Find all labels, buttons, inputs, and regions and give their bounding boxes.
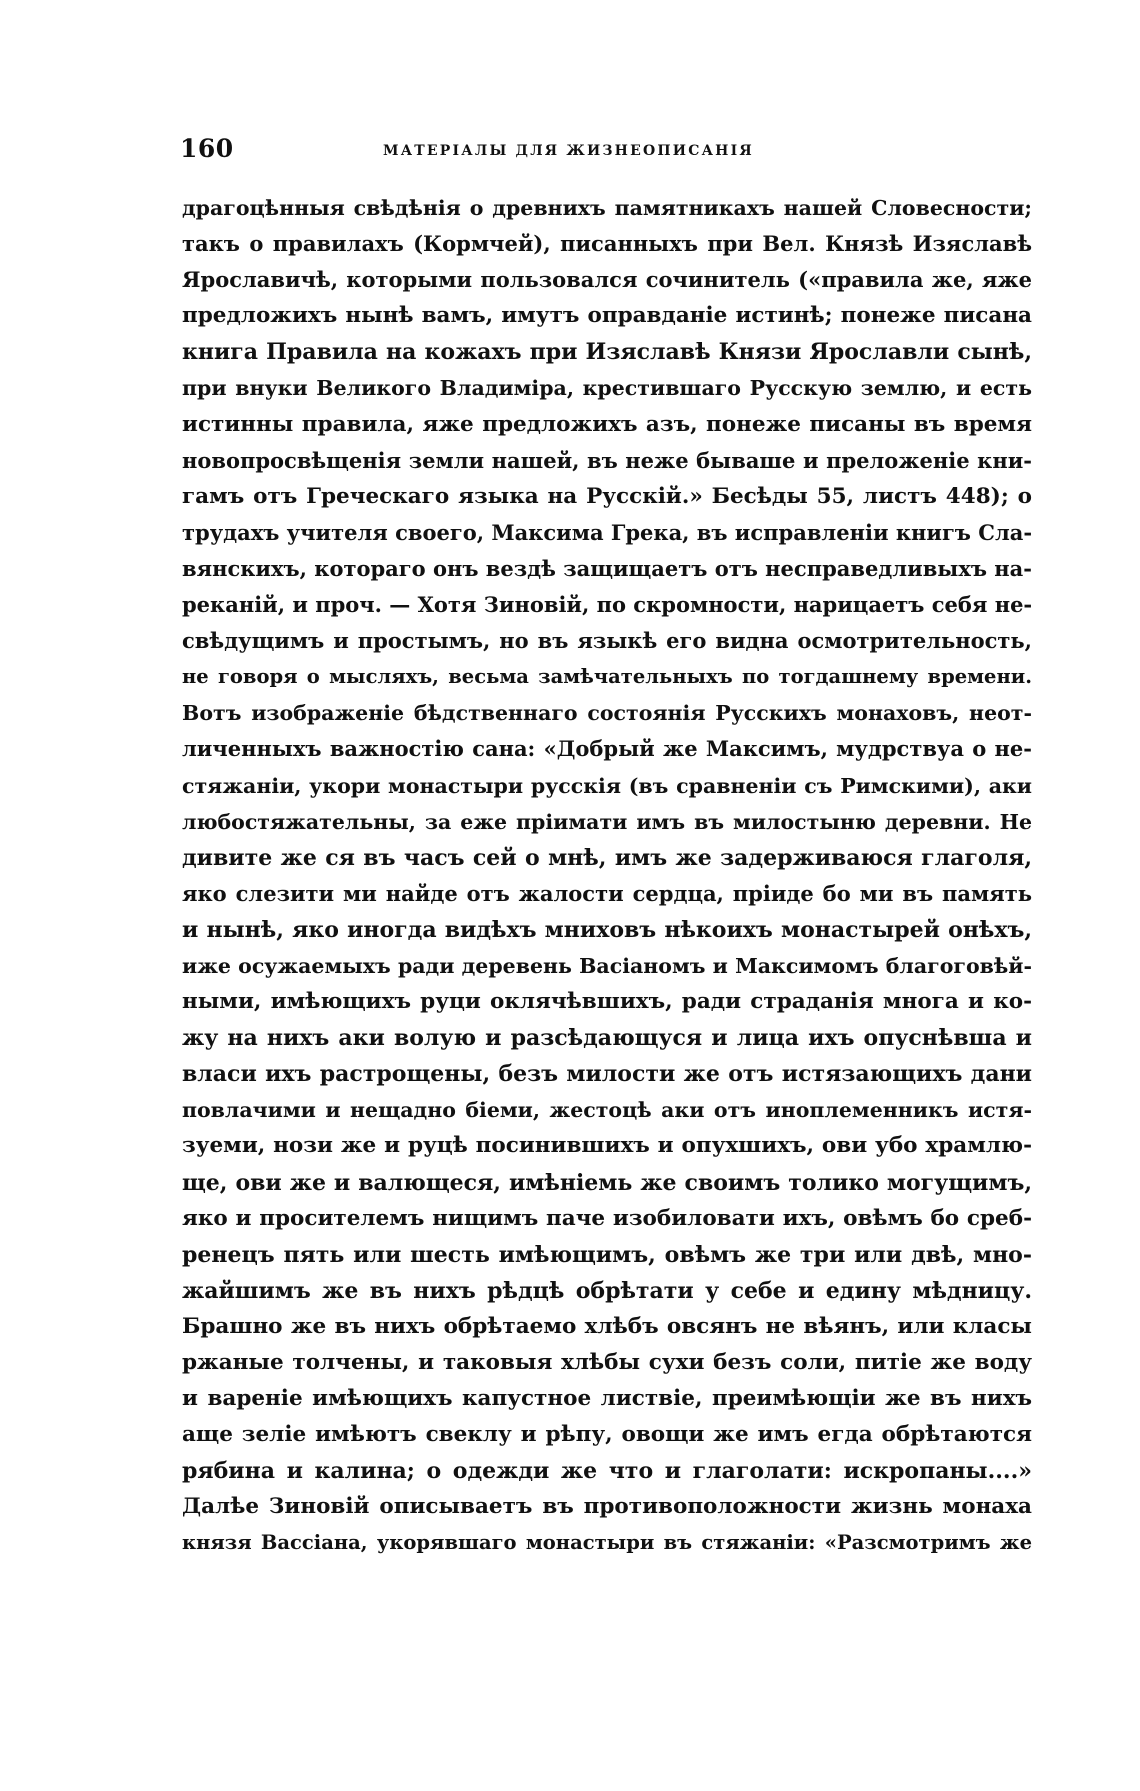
text-line: драгоцѣнныя свѣдѣнія о древнихъ памятникахъ нашей Словесности; xyxy=(182,196,1032,220)
text-line: Ярославичѣ, которыми пользовался сочинитель («правила же, яже xyxy=(182,267,1032,293)
text-line: книга Правила на кожахъ при Изяславѣ Князи Ярославли сынѣ, xyxy=(182,339,1032,366)
text-line: ренецъ пять или шесть имѣющимъ, овѣмъ же три или двѣ, мно- xyxy=(182,1241,1032,1268)
text-line: такъ о правилахъ (Кормчей), писанныхъ при Вел. Князѣ Изяславѣ xyxy=(182,231,1032,257)
text-line: и нынѣ, яко иногда видѣхъ мниховъ нѣкоихъ монастырей онѣхъ, xyxy=(182,916,1032,943)
text-line: не говоря о мысляхъ, весьма замѣчательныхъ по тогдашнему времени. xyxy=(182,665,1032,689)
text-line: рябина и калина; о одежди же что и глаголати: искропаны....» xyxy=(182,1458,1032,1485)
text-line: вянскихъ, котораго онъ вездѣ защищаетъ отъ несправедливыхъ на- xyxy=(182,555,1032,581)
text-line: гамъ отъ Греческаго языка на Русскій.» Бесѣды 55, листъ 448); о xyxy=(182,483,1032,509)
text-line: жу на нихъ аки волую и разсѣдающуся и лица ихъ опуснѣвша и xyxy=(182,1025,1032,1052)
text-line: истинны правила, яже предложихъ азъ, понеже писаны въ время xyxy=(182,411,1032,437)
text-line: любостяжательны, за еже пріимати имъ въ милостыню деревни. Не xyxy=(182,809,1032,834)
text-line: ными, имѣющихъ руци оклячѣвшихъ, ради страданія многа и ко- xyxy=(182,989,1032,1015)
page-number: 160 xyxy=(180,134,234,163)
text-line: ржаные толчены, и таковыя хлѣбы сухи безъ соли, питіе же воду xyxy=(182,1350,1032,1375)
text-line: реканій, и проч. — Хотя Зиновій, по скромности, нарицаетъ себя не- xyxy=(182,592,1032,618)
text-line: князя Вассіана, укорявшаго монастыри въ стяжаніи: «Разсмотримъ же xyxy=(182,1531,1032,1555)
text-line: аще зеліе имѣютъ свеклу и рѣпу, овощи же имъ егда обрѣтаются xyxy=(182,1422,1032,1448)
text-line: Вотъ изображеніе бѣдственнаго состоянія Русскихъ монаховъ, неот- xyxy=(182,701,1032,726)
text-line: яко слезити ми найде отъ жалости сердца, пріиде бо ми въ память xyxy=(182,880,1032,906)
page-header xyxy=(180,134,1030,174)
running-title: МАТЕРIАЛЫ ДЛЯ ЖИЗНЕОПИСАНIЯ xyxy=(383,143,754,159)
text-line: Брашно же въ нихъ обрѣтаемо хлѣбъ овсянъ не вѣянъ, или класы xyxy=(182,1313,1032,1339)
text-line: личенныхъ важностію сана: «Добрый же Максимъ, мудрствуа о не- xyxy=(182,736,1032,762)
text-line: повлачими и нещадно біеми, жестоцѣ аки отъ иноплеменникъ истя- xyxy=(182,1098,1032,1123)
text-line: свѣдущимъ и простымъ, но въ языкѣ его видна осмотрительность, xyxy=(182,628,1032,654)
text-line: зуеми, нози же и руцѣ посинившихъ и опухшихъ, ови убо храмлю- xyxy=(182,1133,1032,1159)
text-line: и вареніе имѣющихъ капустное листвіе, преимѣющіи же въ нихъ xyxy=(182,1386,1032,1412)
text-line: трудахъ учителя своего, Максима Грека, въ исправленіи книгъ Сла- xyxy=(182,519,1032,545)
text-line: дивите же ся въ часъ сей о мнѣ, имъ же задерживаюся глаголя, xyxy=(182,844,1032,871)
text-line: предложихъ нынѣ вамъ, имутъ оправданіе истинѣ; понеже писана xyxy=(182,303,1032,329)
text-line: ще, ови же и валющеся, имѣніемь же своимъ толико могущимъ, xyxy=(182,1169,1032,1196)
text-line: стяжаніи, укори монастыри русскія (въ сравненіи съ Римскими), аки xyxy=(182,773,1032,798)
text-line: иже осужаемыхъ ради деревень Васіаномъ и Максимомъ благоговѣй- xyxy=(182,953,1032,978)
text-line: новопросвѣщенія земли нашей, въ неже бываше и преложеніе кни- xyxy=(182,447,1032,473)
text-line: жайшимъ же въ нихъ рѣдцѣ обрѣтати у себе и едину мѣдницу. xyxy=(182,1277,1032,1304)
text-line: яко и просителемъ нищимъ паче изобиловати ихъ, овѣмъ бо среб- xyxy=(182,1205,1032,1231)
text-line: власи ихъ растрощены, безъ милости же отъ истязающихъ дани xyxy=(182,1061,1032,1088)
text-line: при внуки Великого Владиміра, крестившаго Русскую землю, и есть xyxy=(182,376,1032,401)
text-line: Далѣе Зиновій описываетъ въ противоположности жизнь монаха xyxy=(182,1494,1032,1520)
body-text xyxy=(182,190,1032,1562)
